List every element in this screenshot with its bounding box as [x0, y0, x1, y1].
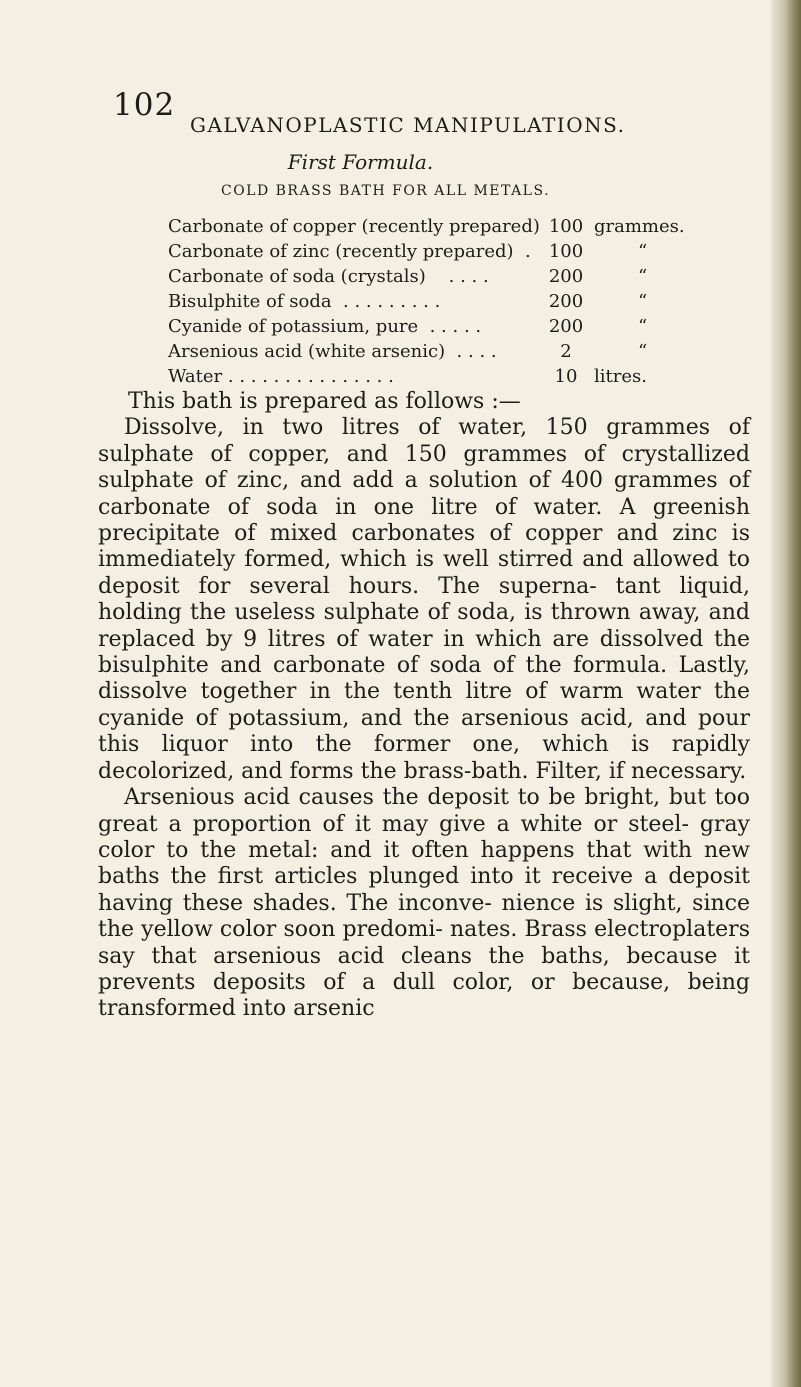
body-text	[98, 389, 750, 1023]
unit: “	[638, 241, 648, 262]
ingredient: Cyanide of potassium, pure . . . . .	[168, 316, 482, 337]
ingredient: Water . . . . . . . . . . . . . . .	[168, 366, 394, 387]
ingredient: Carbonate of zinc (recently prepared) .	[168, 241, 531, 262]
formula-row	[168, 239, 748, 264]
quantity: 10	[554, 366, 578, 387]
page-edge	[771, 0, 801, 1387]
lead-sentence: This bath is prepared as follows :—	[128, 389, 521, 414]
quantity: 2	[560, 341, 572, 362]
formula-row	[168, 364, 748, 389]
formula-row	[168, 289, 748, 314]
ingredient: Carbonate of soda (crystals) . . . .	[168, 266, 489, 287]
quantity: 100	[548, 216, 584, 237]
page-number: 102	[113, 87, 176, 123]
quantity: 100	[548, 241, 584, 262]
formula-row	[168, 214, 748, 239]
formula-table	[168, 214, 748, 389]
unit: “	[638, 291, 648, 312]
unit: litres.	[594, 366, 647, 387]
ingredient: Arsenious acid (white arsenic) . . . .	[168, 341, 497, 362]
running-head: GALVANOPLASTIC MANIPULATIONS.	[190, 113, 626, 137]
unit: “	[638, 341, 648, 362]
paragraph: Dissolve, in two litres of water, 150 grammes of sulphate of copper, and 150 grammes of crystallized sulphate of zinc, and add a solution of 400 grammes of carbonate of soda in one litre of water. A greenish precipitate of mixed carbonates of copper and zinc is immediately formed, which is well stirred and allowed to deposit for several hours. The superna- tant liquid, holding the useless sulphate of soda, is thrown away, and replaced by 9 litres of water in which are dissolved the bisulphite and carbonate of soda of the formula. Lastly, dissolve together in the tenth litre of warm water the cyanide of potassium, and the arsenious acid, and pour this liquor into the former one, which is rapidly decolorized, and forms the brass-bath. Filter, if necessary.	[98, 415, 750, 784]
ingredient: Carbonate of copper (recently prepared)	[168, 216, 540, 237]
quantity: 200	[548, 316, 584, 337]
unit: “	[638, 266, 648, 287]
formula-row	[168, 339, 748, 364]
quantity: 200	[548, 266, 584, 287]
unit: grammes.	[594, 216, 685, 237]
formula-title: First Formula.	[287, 150, 434, 174]
formula-row	[168, 264, 748, 289]
ingredient: Bisulphite of soda . . . . . . . . .	[168, 291, 441, 312]
formula-row	[168, 314, 748, 339]
paragraph: Arsenious acid causes the deposit to be bright, but too great a proportion of it may give a white or steel- gray color to the metal: and it often happens that with new baths the first articles plunged into it receive a deposit having these shades. The inconve- nience is slight, since the yellow color soon predomi- nates. Brass electroplaters say that arsenious acid cleans the baths, because it prevents deposits of a dull color, or because, being transformed into arsenic	[98, 785, 750, 1022]
quantity: 200	[548, 291, 584, 312]
bath-heading: COLD BRASS BATH FOR ALL METALS.	[220, 183, 551, 199]
unit: “	[638, 316, 648, 337]
